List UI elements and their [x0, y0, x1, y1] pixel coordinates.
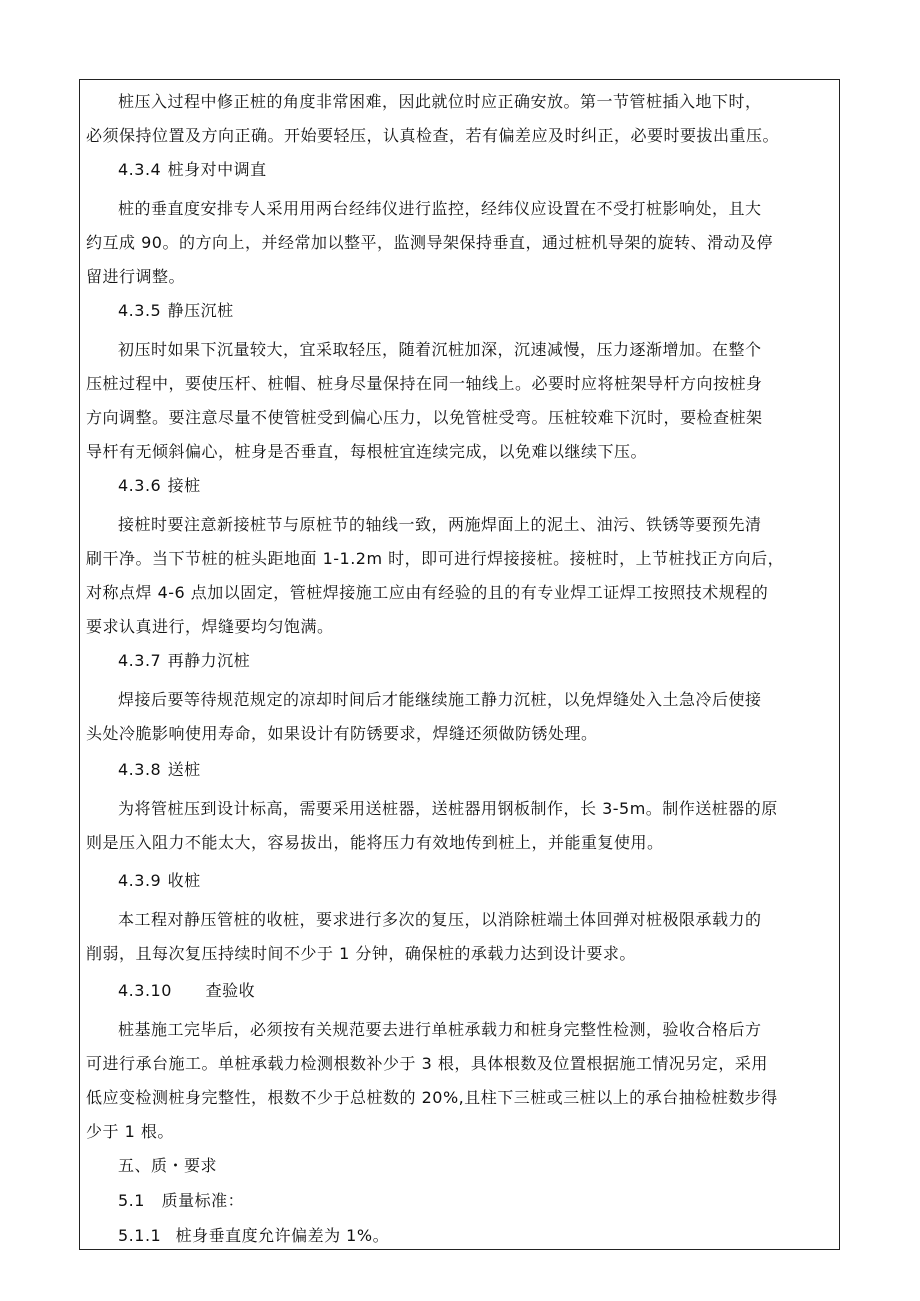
section-title: 接桩: [167, 476, 201, 495]
paragraph-line: 初压时如果下沉量较大，宜采取轻压，随着沉桩加深，沉速减慢，压力逐渐增加。在整个: [118, 340, 762, 359]
section-number: 4.3.9: [118, 871, 162, 890]
section-heading-4-3-8: [118, 760, 834, 780]
paragraph-line: 压桩过程中，要使压杆、桩帽、桩身尽量保持在同一轴线上。必要时应将桩架导杆方向按桩身: [86, 374, 763, 393]
paragraph-line: 低应变检测桩身完整性，根数不少于总桩数的 20%,且柱下三桩或三桩以上的承台抽检桩数步得: [86, 1088, 778, 1107]
section-title: 桩身垂直度允许偏差为 1%。: [175, 1226, 390, 1245]
paragraph-line: 接桩时要注意新接桩节与原桩节的轴线一致，两施焊面上的泥土、油污、铁锈等要预先清: [118, 515, 762, 534]
paragraph-line: 焊接后要等待规范规定的凉却时间后才能继续施工静力沉桩，以免焊缝处入土急冷后使接: [118, 690, 762, 709]
chapter-heading: 五、质・要求: [118, 1156, 218, 1175]
section-heading-4-3-6: [118, 476, 834, 496]
section-heading-4-3-7: [118, 651, 834, 671]
paragraph-line: 刷干净。当下节桩的桩头距地面 1-1.2m 时，即可进行焊接接桩。接桩时，上节桩找正方向后，: [86, 549, 785, 568]
document-body: [80, 80, 839, 1249]
paragraph-line: 本工程对静压管桩的收桩，要求进行多次的复压，以消除桩端土体回弹对桩极限承载力的: [118, 910, 762, 929]
paragraph-line: 约互成 90。的方向上，并经常加以整平，监测导架保持垂直，通过桩机导架的旋转、滑动及停: [86, 233, 773, 252]
section-number: 4.3.4: [118, 160, 162, 179]
section-heading-5-1-1: [118, 1226, 834, 1246]
paragraph-line: 必须保持位置及方向正确。开始要轻压，认真检查，若有偏差应及时纠正，必要时要拔出重压。: [86, 126, 780, 145]
section-title: 再静力沉桩: [167, 651, 251, 670]
paragraph-line: 桩基施工完毕后，必须按有关规范要去进行单桩承载力和桩身完整性检测，验收合格后方: [118, 1020, 762, 1039]
paragraph-line: 留进行调整。: [86, 267, 186, 286]
section-heading-5-1: [118, 1191, 834, 1211]
paragraph-line: 方向调整。要注意尽量不使管桩受到偏心压力，以免管桩受弯。压桩较难下沉时，要检查桩架: [86, 408, 763, 427]
section-number: 5.1.1: [118, 1226, 162, 1245]
section-heading-4-3-9: [118, 871, 834, 891]
section-number: 4.3.5: [118, 301, 162, 320]
section-heading-4-3-4: [118, 160, 834, 180]
section-title: 收桩: [167, 871, 201, 890]
section-title: 桩身对中调直: [167, 160, 267, 179]
section-number: 4.3.6: [118, 476, 162, 495]
paragraph-line: 桩压入过程中修正桩的角度非常困难，因此就位时应正确安放。第一节管桩插入地下时，: [118, 92, 762, 111]
section-title: 送桩: [167, 760, 201, 779]
section-number: 4.3.8: [118, 760, 162, 779]
section-title: 质量标准：: [161, 1191, 245, 1210]
paragraph-line: 导杆有无倾斜偏心，桩身是否垂直，每根桩宜连续完成，以免难以继续下压。: [86, 442, 648, 461]
paragraph-line: 则是压入阻力不能太大，容易拔出，能将压力有效地传到桩上，并能重复使用。: [86, 833, 664, 852]
section-number: 5.1: [118, 1191, 145, 1210]
section-heading-4-3-10: [118, 981, 834, 1001]
paragraph-line: 削弱，且每次复压持续时间不少于 1 分钟，确保桩的承载力达到设计要求。: [86, 944, 636, 963]
paragraph-line: 对称点焊 4-6 点加以固定，管桩焊接施工应由有经验的且的有专业焊工证焊工按照技术规程的: [86, 583, 769, 602]
paragraph-line: 桩的垂直度安排专人采用用两台经纬仪进行监控，经纬仪应设置在不受打桩影响处，且大: [118, 199, 762, 218]
section-heading-4-3-5: [118, 301, 834, 321]
section-number: 4.3.7: [118, 651, 162, 670]
paragraph-line: 要求认真进行，焊缝要均匀饱满。: [86, 617, 334, 636]
document-frame: [79, 79, 840, 1250]
paragraph-line: 头处冷脆影响使用寿命，如果设计有防锈要求，焊缝还须做防锈处理。: [86, 724, 598, 743]
paragraph-line: 为将管桩压到设计标高，需要采用送桩器，送桩器用钢板制作，长 3-5m。制作送桩器的原: [118, 799, 778, 818]
section-title: 查验收: [205, 981, 256, 1000]
section-number: 4.3.10: [118, 981, 172, 1000]
paragraph-line: 可进行承台施工。单桩承载力检测根数补少于 3 根，具体根数及位置根据施工情况另定，采用: [86, 1054, 768, 1073]
section-title: 静压沉桩: [167, 301, 234, 320]
paragraph-line: 少于 1 根。: [86, 1122, 174, 1141]
